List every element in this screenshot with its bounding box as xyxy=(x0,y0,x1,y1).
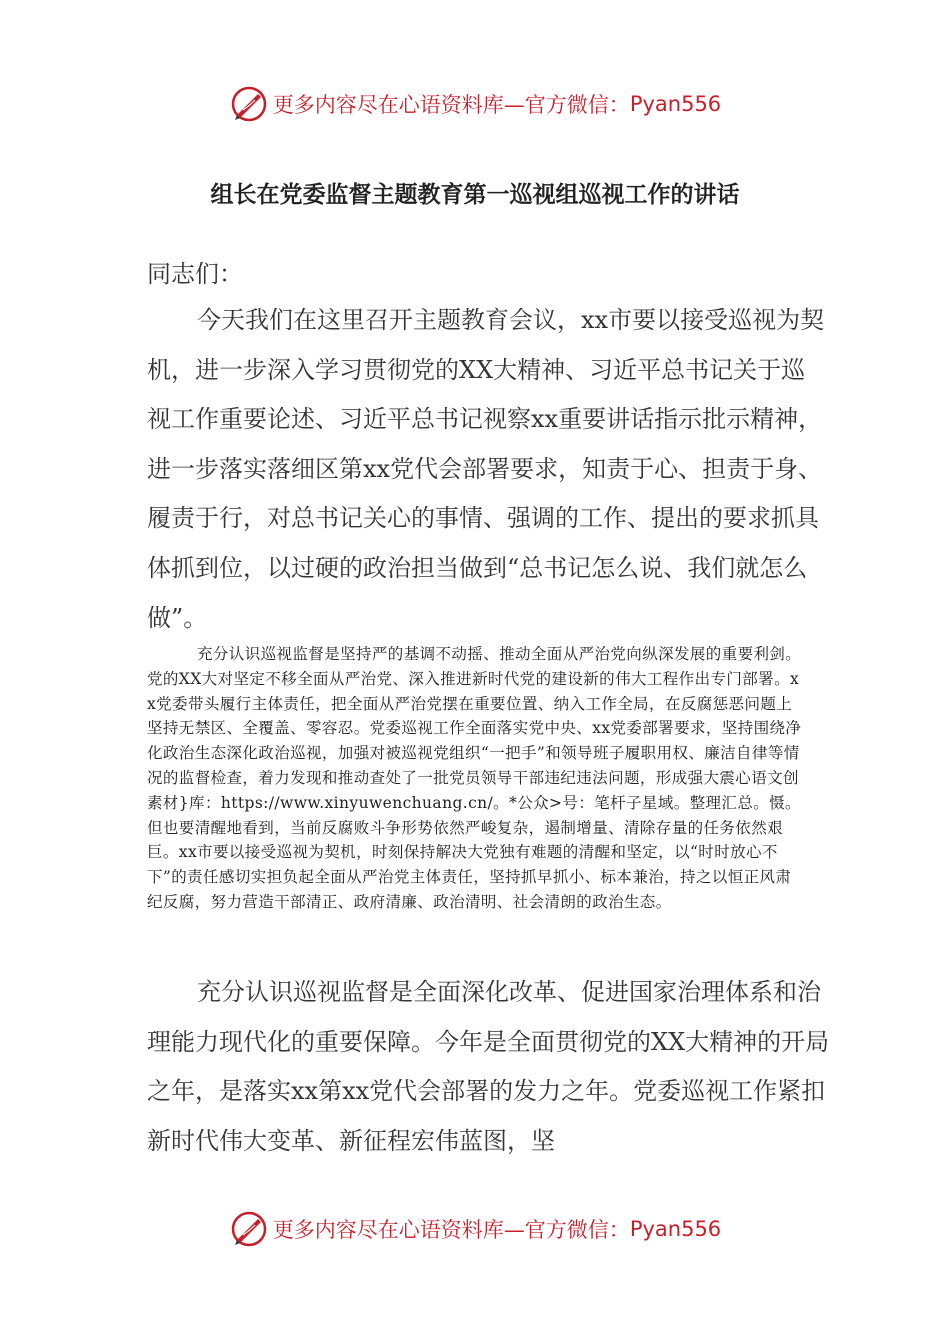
document-title: 组长在党委监督主题教育第一巡视组巡视工作的讲话 xyxy=(210,182,740,208)
footer-banner xyxy=(0,1207,950,1251)
paragraph-supervision-sword: 充分认识巡视监督是坚持严的基调不动摇、推动全面从严治党向纵深发展的重要利剑。党的XX大对坚定不移全面从严治党、深入推进新时代党的建设新的伟大工程作出专门部署。xx党委带头履行主体责任，把全面从严治党摆在重要位置、纳入工作全局，在反腐惩恶问题上坚持无禁区、全覆盖、零容忍。党委巡视工作全面落实党中央、xx党委部署要求，坚持围绕净化政治生态深化政治巡视，加强对被巡视党组织“一把手”和领导班子履职用权、廉洁自律等情况的监督检查，着力发现和推动查处了一批党员领导干部违纪违法问题，形成强大震心语文创素材}库：https://www.xinyuwenchuang.cn/。*公众>号：笔杆子星域。整理汇总。慑。但也要清醒地看到，当前反腐败斗争形势依然严峻复杂，遏制增量、清除存量的任务依然艰巨。xx市要以接受巡视为契机，时刻保持解决大党独有难题的清醒和坚定，以“时时放心不下”的责任感切实担负起全面从严治党主体责任，坚持抓早抓小、标本兼治，持之以恒正风肃纪反腐，努力营造干部清正、政府清廉、政治清明、社会清朗的政治生态。 xyxy=(147,645,802,911)
banner-text: 更多内容尽在心语资料库—官方微信： xyxy=(272,93,630,117)
header-banner xyxy=(0,82,950,126)
paragraph-governance: 充分认识巡视监督是全面深化改革、促进国家治理体系和治理能力现代化的重要保障。今年是全面贯彻党的XX大精神的开局之年，是落实xx第xx党代会部署的发力之年。党委巡视工作紧扣新时代伟大变革、新征程宏伟蓝图，坚 xyxy=(147,978,830,1155)
paragraph-intro: 今天我们在这里召开主题教育会议，xx市要以接受巡视为契机，进一步深入学习贯彻党的XX大精神、习近平总书记关于巡视工作重要论述、习近平总书记视察xx重要讲话指示批示精神，进一步落实落细区第xx党代会部署要求，知责于心、担责于身、履责于行，对总书记关心的事情、强调的工作、提出的要求抓具体抓到位，以过硬的政治担当做到“总书记怎么说、我们就怎么做”。 xyxy=(147,306,825,632)
banner-wechat-id: Pyan556 xyxy=(629,92,722,116)
pen-logo-icon xyxy=(229,1209,269,1249)
banner-wechat-id: Pyan556 xyxy=(629,1217,722,1241)
pen-logo-icon xyxy=(229,84,269,124)
salutation: 同志们： xyxy=(147,260,243,288)
banner-text: 更多内容尽在心语资料库—官方微信： xyxy=(272,1218,630,1242)
